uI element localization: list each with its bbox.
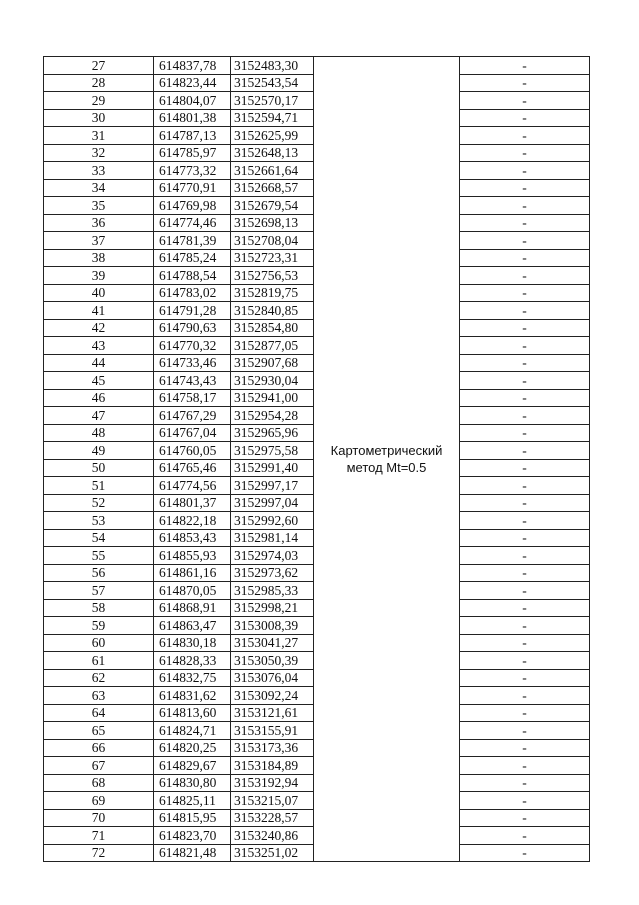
x-coordinate-cell: 614801,37 (154, 494, 231, 512)
point-number-cell: 38 (44, 249, 154, 267)
dash-cell: - (460, 372, 590, 390)
dash-cell: - (460, 529, 590, 547)
x-coordinate-cell: 614774,56 (154, 477, 231, 495)
y-coordinate-cell: 3152954,28 (231, 407, 314, 425)
dash-cell: - (460, 827, 590, 845)
x-coordinate-cell: 614767,29 (154, 407, 231, 425)
x-coordinate-cell: 614830,18 (154, 634, 231, 652)
point-number-cell: 35 (44, 197, 154, 215)
y-coordinate-cell: 3152973,62 (231, 564, 314, 582)
coordinates-table (43, 56, 590, 862)
y-coordinate-cell: 3153008,39 (231, 617, 314, 635)
x-coordinate-cell: 614853,43 (154, 529, 231, 547)
point-number-cell: 48 (44, 424, 154, 442)
table-row (44, 57, 590, 75)
point-number-cell: 53 (44, 512, 154, 530)
point-number-cell: 46 (44, 389, 154, 407)
y-coordinate-cell: 3153184,89 (231, 757, 314, 775)
x-coordinate-cell: 614815,95 (154, 809, 231, 827)
point-number-cell: 63 (44, 687, 154, 705)
x-coordinate-cell: 614824,71 (154, 722, 231, 740)
dash-cell: - (460, 249, 590, 267)
x-coordinate-cell: 614801,38 (154, 109, 231, 127)
x-coordinate-cell: 614823,44 (154, 74, 231, 92)
point-number-cell: 56 (44, 564, 154, 582)
y-coordinate-cell: 3152679,54 (231, 197, 314, 215)
x-coordinate-cell: 614758,17 (154, 389, 231, 407)
dash-cell: - (460, 704, 590, 722)
x-coordinate-cell: 614855,93 (154, 547, 231, 565)
point-number-cell: 68 (44, 774, 154, 792)
x-coordinate-cell: 614790,63 (154, 319, 231, 337)
x-coordinate-cell: 614770,91 (154, 179, 231, 197)
x-coordinate-cell: 614863,47 (154, 617, 231, 635)
y-coordinate-cell: 3152594,71 (231, 109, 314, 127)
x-coordinate-cell: 614832,75 (154, 669, 231, 687)
y-coordinate-cell: 3152965,96 (231, 424, 314, 442)
x-coordinate-cell: 614822,18 (154, 512, 231, 530)
dash-cell: - (460, 127, 590, 145)
y-coordinate-cell: 3153215,07 (231, 792, 314, 810)
dash-cell: - (460, 512, 590, 530)
dash-cell: - (460, 634, 590, 652)
point-number-cell: 41 (44, 302, 154, 320)
y-coordinate-cell: 3153192,94 (231, 774, 314, 792)
x-coordinate-cell: 614791,28 (154, 302, 231, 320)
x-coordinate-cell: 614770,32 (154, 337, 231, 355)
x-coordinate-cell: 614783,02 (154, 284, 231, 302)
y-coordinate-cell: 3152992,60 (231, 512, 314, 530)
dash-cell: - (460, 599, 590, 617)
y-coordinate-cell: 3153173,36 (231, 739, 314, 757)
y-coordinate-cell: 3152625,99 (231, 127, 314, 145)
y-coordinate-cell: 3152723,31 (231, 249, 314, 267)
dash-cell: - (460, 494, 590, 512)
point-number-cell: 27 (44, 57, 154, 75)
point-number-cell: 67 (44, 757, 154, 775)
x-coordinate-cell: 614765,46 (154, 459, 231, 477)
point-number-cell: 65 (44, 722, 154, 740)
dash-cell: - (460, 319, 590, 337)
point-number-cell: 51 (44, 477, 154, 495)
dash-cell: - (460, 109, 590, 127)
y-coordinate-cell: 3152998,21 (231, 599, 314, 617)
y-coordinate-cell: 3152981,14 (231, 529, 314, 547)
x-coordinate-cell: 614767,04 (154, 424, 231, 442)
coordinates-table-body (44, 57, 590, 862)
y-coordinate-cell: 3152570,17 (231, 92, 314, 110)
point-number-cell: 34 (44, 179, 154, 197)
dash-cell: - (460, 407, 590, 425)
dash-cell: - (460, 564, 590, 582)
dash-cell: - (460, 162, 590, 180)
x-coordinate-cell: 614769,98 (154, 197, 231, 215)
dash-cell: - (460, 809, 590, 827)
x-coordinate-cell: 614830,80 (154, 774, 231, 792)
dash-cell: - (460, 57, 590, 75)
dash-cell: - (460, 424, 590, 442)
y-coordinate-cell: 3152483,30 (231, 57, 314, 75)
dash-cell: - (460, 337, 590, 355)
dash-cell: - (460, 774, 590, 792)
point-number-cell: 64 (44, 704, 154, 722)
y-coordinate-cell: 3153251,02 (231, 844, 314, 862)
dash-cell: - (460, 284, 590, 302)
x-coordinate-cell: 614823,70 (154, 827, 231, 845)
point-number-cell: 37 (44, 232, 154, 250)
dash-cell: - (460, 442, 590, 460)
y-coordinate-cell: 3152877,05 (231, 337, 314, 355)
point-number-cell: 50 (44, 459, 154, 477)
x-coordinate-cell: 614868,91 (154, 599, 231, 617)
point-number-cell: 71 (44, 827, 154, 845)
dash-cell: - (460, 757, 590, 775)
dash-cell: - (460, 232, 590, 250)
x-coordinate-cell: 614825,11 (154, 792, 231, 810)
x-coordinate-cell: 614821,48 (154, 844, 231, 862)
y-coordinate-cell: 3152661,64 (231, 162, 314, 180)
dash-cell: - (460, 739, 590, 757)
point-number-cell: 30 (44, 109, 154, 127)
point-number-cell: 44 (44, 354, 154, 372)
y-coordinate-cell: 3152648,13 (231, 144, 314, 162)
x-coordinate-cell: 614829,67 (154, 757, 231, 775)
y-coordinate-cell: 3152930,04 (231, 372, 314, 390)
point-number-cell: 31 (44, 127, 154, 145)
y-coordinate-cell: 3152819,75 (231, 284, 314, 302)
point-number-cell: 49 (44, 442, 154, 460)
y-coordinate-cell: 3152907,68 (231, 354, 314, 372)
point-number-cell: 59 (44, 617, 154, 635)
x-coordinate-cell: 614813,60 (154, 704, 231, 722)
point-number-cell: 33 (44, 162, 154, 180)
x-coordinate-cell: 614785,24 (154, 249, 231, 267)
x-coordinate-cell: 614760,05 (154, 442, 231, 460)
dash-cell: - (460, 302, 590, 320)
dash-cell: - (460, 92, 590, 110)
dash-cell: - (460, 144, 590, 162)
x-coordinate-cell: 614733,46 (154, 354, 231, 372)
point-number-cell: 32 (44, 144, 154, 162)
dash-cell: - (460, 267, 590, 285)
dash-cell: - (460, 652, 590, 670)
dash-cell: - (460, 459, 590, 477)
x-coordinate-cell: 614774,46 (154, 214, 231, 232)
y-coordinate-cell: 3153155,91 (231, 722, 314, 740)
y-coordinate-cell: 3152668,57 (231, 179, 314, 197)
dash-cell: - (460, 792, 590, 810)
dash-cell: - (460, 214, 590, 232)
point-number-cell: 52 (44, 494, 154, 512)
point-number-cell: 57 (44, 582, 154, 600)
y-coordinate-cell: 3152997,04 (231, 494, 314, 512)
y-coordinate-cell: 3153240,86 (231, 827, 314, 845)
point-number-cell: 66 (44, 739, 154, 757)
y-coordinate-cell: 3152708,04 (231, 232, 314, 250)
point-number-cell: 60 (44, 634, 154, 652)
y-coordinate-cell: 3153121,61 (231, 704, 314, 722)
y-coordinate-cell: 3152985,33 (231, 582, 314, 600)
x-coordinate-cell: 614870,05 (154, 582, 231, 600)
x-coordinate-cell: 614773,32 (154, 162, 231, 180)
point-number-cell: 70 (44, 809, 154, 827)
point-number-cell: 62 (44, 669, 154, 687)
y-coordinate-cell: 3152991,40 (231, 459, 314, 477)
dash-cell: - (460, 617, 590, 635)
x-coordinate-cell: 614831,62 (154, 687, 231, 705)
dash-cell: - (460, 179, 590, 197)
y-coordinate-cell: 3153228,57 (231, 809, 314, 827)
dash-cell: - (460, 687, 590, 705)
x-coordinate-cell: 614837,78 (154, 57, 231, 75)
dash-cell: - (460, 669, 590, 687)
dash-cell: - (460, 389, 590, 407)
y-coordinate-cell: 3152997,17 (231, 477, 314, 495)
point-number-cell: 39 (44, 267, 154, 285)
dash-cell: - (460, 197, 590, 215)
x-coordinate-cell: 614804,07 (154, 92, 231, 110)
dash-cell: - (460, 582, 590, 600)
y-coordinate-cell: 3152756,53 (231, 267, 314, 285)
point-number-cell: 69 (44, 792, 154, 810)
dash-cell: - (460, 354, 590, 372)
y-coordinate-cell: 3152975,58 (231, 442, 314, 460)
point-number-cell: 42 (44, 319, 154, 337)
point-number-cell: 47 (44, 407, 154, 425)
point-number-cell: 40 (44, 284, 154, 302)
y-coordinate-cell: 3152941,00 (231, 389, 314, 407)
y-coordinate-cell: 3153041,27 (231, 634, 314, 652)
dash-cell: - (460, 477, 590, 495)
dash-cell: - (460, 547, 590, 565)
y-coordinate-cell: 3152698,13 (231, 214, 314, 232)
x-coordinate-cell: 614781,39 (154, 232, 231, 250)
point-number-cell: 72 (44, 844, 154, 862)
point-number-cell: 55 (44, 547, 154, 565)
dash-cell: - (460, 844, 590, 862)
y-coordinate-cell: 3153050,39 (231, 652, 314, 670)
point-number-cell: 28 (44, 74, 154, 92)
y-coordinate-cell: 3153076,04 (231, 669, 314, 687)
y-coordinate-cell: 3153092,24 (231, 687, 314, 705)
y-coordinate-cell: 3152840,85 (231, 302, 314, 320)
x-coordinate-cell: 614787,13 (154, 127, 231, 145)
point-number-cell: 45 (44, 372, 154, 390)
point-number-cell: 29 (44, 92, 154, 110)
point-number-cell: 61 (44, 652, 154, 670)
method-cell: Картометрический метод Mt=0.5 (314, 57, 460, 862)
point-number-cell: 43 (44, 337, 154, 355)
point-number-cell: 58 (44, 599, 154, 617)
point-number-cell: 54 (44, 529, 154, 547)
dash-cell: - (460, 722, 590, 740)
y-coordinate-cell: 3152854,80 (231, 319, 314, 337)
x-coordinate-cell: 614861,16 (154, 564, 231, 582)
point-number-cell: 36 (44, 214, 154, 232)
x-coordinate-cell: 614820,25 (154, 739, 231, 757)
dash-cell: - (460, 74, 590, 92)
y-coordinate-cell: 3152974,03 (231, 547, 314, 565)
x-coordinate-cell: 614743,43 (154, 372, 231, 390)
y-coordinate-cell: 3152543,54 (231, 74, 314, 92)
x-coordinate-cell: 614785,97 (154, 144, 231, 162)
x-coordinate-cell: 614828,33 (154, 652, 231, 670)
x-coordinate-cell: 614788,54 (154, 267, 231, 285)
